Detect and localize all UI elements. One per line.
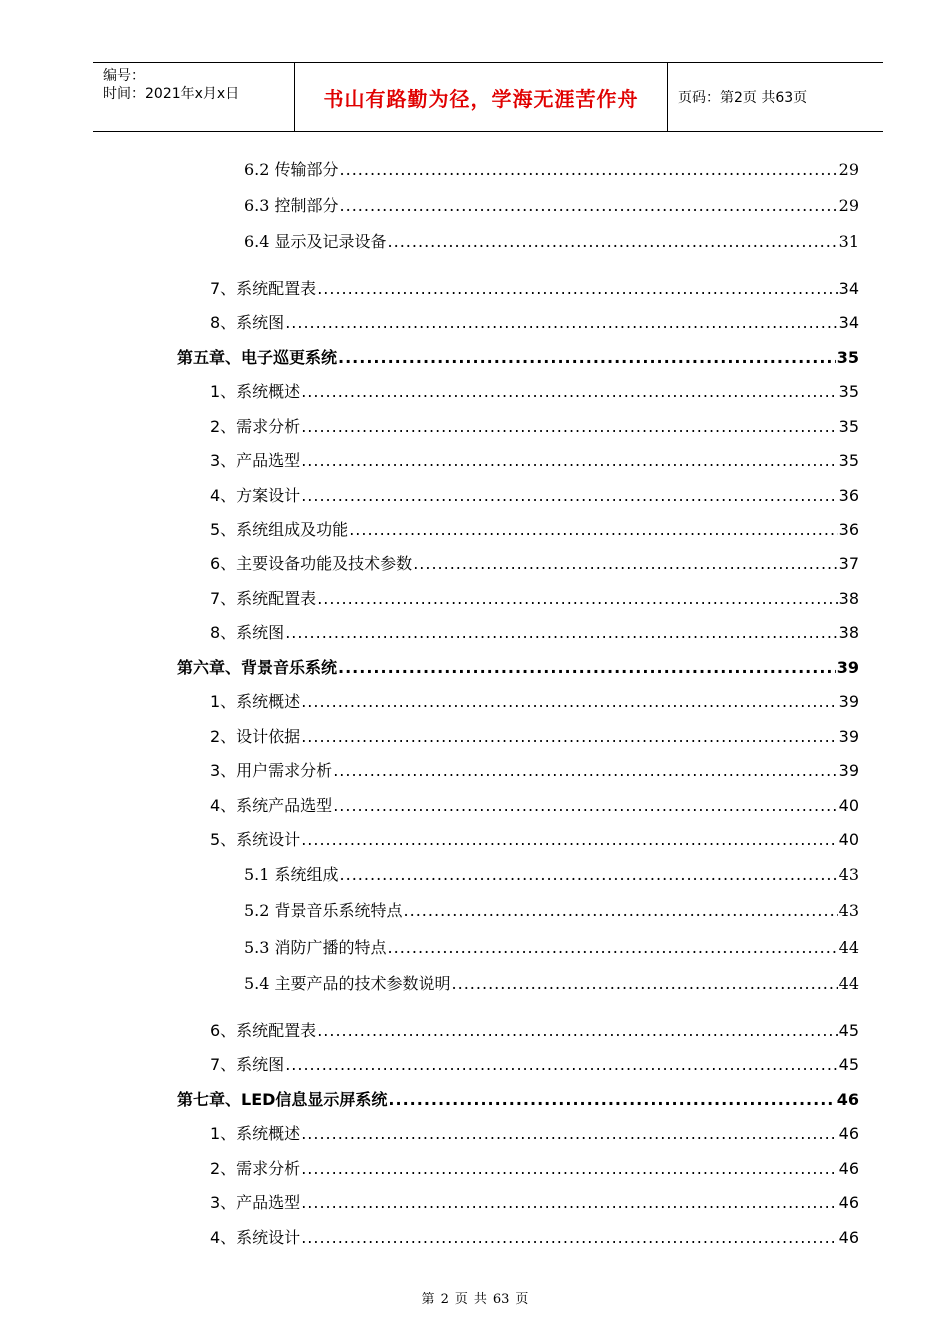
toc-entry[interactable] (210, 621, 859, 645)
toc-dot-leader (317, 1019, 837, 1043)
toc-entry[interactable] (210, 1157, 859, 1181)
toc-entry-title: 4、系统设计 (210, 1228, 301, 1247)
toc-entry[interactable] (177, 656, 859, 680)
toc-entry-title: 5、系统组成及功能 (210, 520, 349, 539)
footer-ye: 页 (454, 1292, 468, 1307)
toc-entry[interactable] (244, 194, 859, 218)
toc-entry[interactable] (244, 230, 859, 254)
toc-entry-page: 34 (838, 313, 859, 332)
toc-entry[interactable] (244, 863, 859, 887)
toc-entry-title: 7、系统配置表 (210, 589, 317, 608)
toc-dot-leader (301, 380, 837, 404)
toc-dot-leader (301, 1191, 837, 1215)
toc-entry-title: 5.3 消防广播的特点 (244, 938, 387, 957)
toc-entry-title: 5.2 背景音乐系统特点 (244, 901, 403, 920)
toc-entry[interactable] (210, 277, 859, 301)
toc-entry-title: 2、设计依据 (210, 727, 301, 746)
page-header (93, 62, 883, 132)
toc-entry-page: 29 (838, 160, 859, 179)
toc-entry-page: 43 (838, 865, 859, 884)
toc-entry[interactable] (177, 346, 859, 370)
toc-entry-title: 6.3 控制部分 (244, 196, 339, 215)
toc-entry[interactable] (210, 1226, 859, 1250)
toc-entry-title: 6、主要设备功能及技术参数 (210, 554, 413, 573)
toc-entry[interactable] (210, 552, 859, 576)
footer-page-number: 2 (440, 1292, 449, 1307)
toc-dot-leader (301, 484, 837, 508)
toc-entry[interactable] (210, 759, 859, 783)
toc-dot-leader (285, 311, 837, 335)
toc-entry-page: 39 (836, 658, 859, 677)
toc-entry-title: 6.4 显示及记录设备 (244, 232, 387, 251)
header-page-info: 页码：第2页 共63页 (678, 90, 808, 106)
toc-entry[interactable] (244, 899, 859, 923)
toc-entry-page: 46 (836, 1090, 859, 1109)
toc-entry-page: 40 (838, 796, 859, 815)
toc-entry-title: 1、系统概述 (210, 692, 301, 711)
toc-entry-page: 36 (838, 520, 859, 539)
toc-entry[interactable] (210, 380, 859, 404)
toc-entry[interactable] (210, 725, 859, 749)
toc-entry-page: 40 (838, 830, 859, 849)
toc-dot-leader (413, 552, 837, 576)
toc-entry-page: 29 (838, 196, 859, 215)
toc-entry-title: 7、系统配置表 (210, 279, 317, 298)
toc-entry[interactable] (210, 587, 859, 611)
toc-entry-page: 38 (838, 589, 859, 608)
toc-entry-page: 35 (838, 417, 859, 436)
toc-entry[interactable] (210, 518, 859, 542)
toc-dot-leader (285, 621, 837, 645)
toc-entry-title: 第六章、背景音乐系统 (177, 658, 338, 677)
toc-entry[interactable] (244, 972, 859, 996)
toc-entry[interactable] (210, 828, 859, 852)
toc-dot-leader (301, 690, 837, 714)
toc-dot-leader (388, 1088, 835, 1112)
header-meta-cell (93, 63, 295, 131)
toc-entry-page: 39 (838, 761, 859, 780)
toc-entry-title: 8、系统图 (210, 623, 285, 642)
toc-entry-title: 3、产品选型 (210, 1193, 301, 1212)
toc-entry-title: 1、系统概述 (210, 382, 301, 401)
toc-entry-page: 46 (838, 1228, 859, 1247)
toc-entry[interactable] (210, 690, 859, 714)
toc-entry-page: 46 (838, 1124, 859, 1143)
toc-dot-leader (338, 656, 836, 680)
toc-entry-title: 1、系统概述 (210, 1124, 301, 1143)
toc-dot-leader (301, 828, 837, 852)
toc-entry-page: 34 (838, 279, 859, 298)
toc-entry[interactable] (210, 794, 859, 818)
toc-entry[interactable] (210, 449, 859, 473)
header-motto: 书山有路勤为径，学海无涯苦作舟 (323, 86, 639, 111)
header-page-cell (668, 63, 883, 131)
toc-entry[interactable] (210, 1191, 859, 1215)
toc-dot-leader (340, 158, 838, 182)
toc-entry-page: 35 (836, 348, 859, 367)
toc-entry-title: 5.4 主要产品的技术参数说明 (244, 974, 451, 993)
toc-dot-leader (333, 759, 837, 783)
toc-entry-page: 39 (838, 727, 859, 746)
toc-entry-page: 39 (838, 692, 859, 711)
toc-entry-title: 5、系统设计 (210, 830, 301, 849)
toc-entry[interactable] (210, 484, 859, 508)
toc-dot-leader (452, 972, 838, 996)
toc-entry[interactable] (244, 936, 859, 960)
footer-gong: 共 (473, 1292, 487, 1307)
toc-dot-leader (301, 725, 837, 749)
toc-entry-title: 3、产品选型 (210, 451, 301, 470)
toc-entry-page: 45 (838, 1021, 859, 1040)
toc-dot-leader (388, 936, 838, 960)
toc-entry-page: 38 (838, 623, 859, 642)
toc-entry[interactable] (210, 1122, 859, 1146)
toc-dot-leader (301, 1122, 837, 1146)
toc-entry-page: 46 (838, 1159, 859, 1178)
toc-entry-title: 4、方案设计 (210, 486, 301, 505)
toc-dot-leader (301, 1226, 837, 1250)
toc-entry-title: 7、系统图 (210, 1055, 285, 1074)
toc-entry-page: 45 (838, 1055, 859, 1074)
toc-entry-title: 5.1 系统组成 (244, 865, 339, 884)
toc-dot-leader (340, 194, 838, 218)
toc-entry-page: 36 (838, 486, 859, 505)
toc-entry-page: 43 (838, 901, 859, 920)
toc-dot-leader (317, 277, 837, 301)
toc-entry-title: 3、用户需求分析 (210, 761, 333, 780)
toc-entry-page: 31 (838, 232, 859, 251)
toc-entry[interactable] (210, 415, 859, 439)
header-motto-cell (295, 63, 668, 131)
toc-entry-title: 第五章、电子巡更系统 (177, 348, 338, 367)
document-time-label: 时间：2021年x月x日 (103, 86, 240, 102)
document-code-label: 编号： (103, 68, 145, 84)
toc-dot-leader (338, 346, 836, 370)
toc-dot-leader (349, 518, 837, 542)
toc-entry-title: 2、需求分析 (210, 1159, 301, 1178)
toc-entry-page: 37 (838, 554, 859, 573)
toc-entry-title: 6.2 传输部分 (244, 160, 339, 179)
toc-dot-leader (404, 899, 838, 923)
toc-entry-page: 35 (838, 451, 859, 470)
toc-entry-title: 6、系统配置表 (210, 1021, 317, 1040)
footer-ye2: 页 (515, 1292, 529, 1307)
toc-entry-page: 44 (838, 974, 859, 993)
toc-dot-leader (301, 1157, 837, 1181)
footer-total-pages: 63 (492, 1292, 510, 1307)
toc-entry-title: 4、系统产品选型 (210, 796, 333, 815)
toc-entry-page: 46 (838, 1193, 859, 1212)
toc-entry-page: 35 (838, 382, 859, 401)
toc-dot-leader (301, 415, 837, 439)
toc-entry[interactable] (244, 158, 859, 182)
toc-entry[interactable] (177, 1088, 859, 1112)
toc-dot-leader (340, 863, 838, 887)
toc-dot-leader (317, 587, 837, 611)
toc-dot-leader (333, 794, 837, 818)
toc-entry-page: 44 (838, 938, 859, 957)
toc-entry-title: 第七章、LED信息显示屏系统 (177, 1090, 388, 1109)
toc-dot-leader (388, 230, 838, 254)
toc-entry-title: 8、系统图 (210, 313, 285, 332)
toc-entry[interactable] (210, 311, 859, 335)
toc-entry[interactable] (210, 1053, 859, 1077)
toc-entry[interactable] (210, 1019, 859, 1043)
toc-dot-leader (301, 449, 837, 473)
page-footer (0, 1288, 950, 1307)
footer-di: 第 (421, 1292, 435, 1307)
toc-dot-leader (285, 1053, 837, 1077)
toc-entry-title: 2、需求分析 (210, 417, 301, 436)
